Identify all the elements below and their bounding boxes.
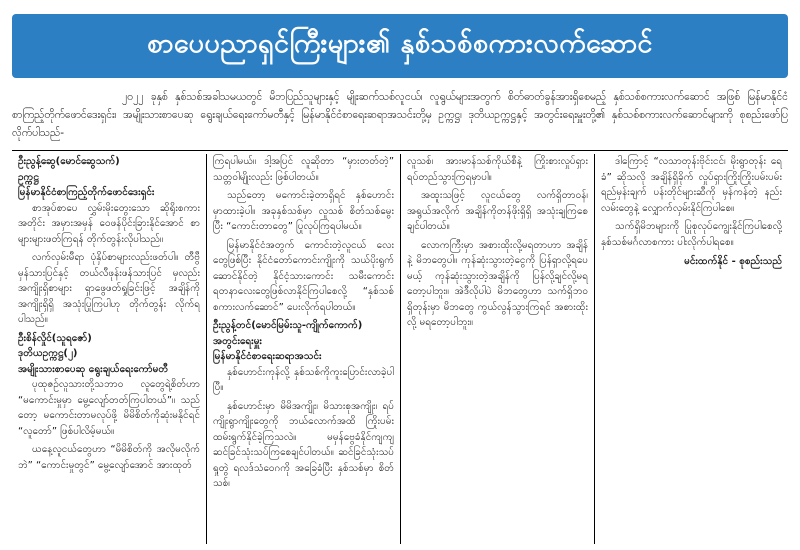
author-name: ဦးညွန့်ဆွေ(မောင်ဆွေသက်) xyxy=(18,156,120,167)
body-paragraph: ယနေ့လူငယ်တွေဟာ “မိမိစိတ်ကို အလိုမလိုက်ဘဲ” “ကောင်းမှုတွင်” မွေ့လျော်အောင် အားထုတ် xyxy=(18,444,200,471)
intro-paragraph: ၂၀၂၂ ခုနှစ် နှစ်သစ်အခါသမယတွင် မိဘပြည်သူများနှင့် မျိုးဆက်သစ်လူငယ်၊ လူရွယ်များအတွက် စိတ်ဓာတ်ခွန်အားရှိစေမည့် နှစ်သစ်စကားလက်ဆောင် အဖြစ် မြန်မာနိုင်ငံ စာကြည့်တိုက်ဖောင်ဒေးရှင်း၊ အမျိုးသားစာပေဆု ရွေးချယ်ရေးကော်မတီနှင့် မြန်မာနိုင်ငံစာရေးဆရာအသင်းတို့မှ ဥက္ကဋ္ဌ၊ ဒုတိယဥက္ကဋ္ဌနှင့် အတွင်းရေးမှူးတို့၏ နှစ်သစ်စကားလက်ဆောင်များကို စုစည်းဖော်ပြလိုက်ပါသည်- xyxy=(12,91,788,139)
body-paragraph: ဒါကြောင့် “လသာတုန်းဗိုင်းငင်၊ မိုးရွာတုန်း ရေခံ” ဆိုသလို အချိန်ရှိခိုက် လှုပ်ရှားကြိုးကြိုးပမ်းပမ်း ရည်မှန်းချက် ပန်းတိုင်များဆီကို မှန်ကန်တဲ့ နည်းလမ်းတွေနဲ့ လျှောက်လှမ်းနိုင်ကြပါစေ။ xyxy=(601,156,782,214)
author-organization: အမျိုးသားစာပေဆု ရွေးချယ်ရေးကော်မတီ xyxy=(18,363,169,375)
compiler-signature: မင်းထက်နိုင် - စုစည်းသည် xyxy=(684,256,782,267)
column-4 xyxy=(594,154,788,544)
headline-title: စာပေပညာရှင်ကြီးများ၏ နှစ်သစ်စကားလက်ဆောင် xyxy=(147,28,653,59)
author-organization: မြန်မာနိုင်ငံစာကြည့်တိုက်ဖောင်ဒေးရှင်း xyxy=(18,187,155,198)
author-organization: မြန်မာနိုင်ငံစာရေးဆရာအသင်း xyxy=(213,351,322,362)
author-role: ဒုတိယဥက္ကဋ္ဌ(၂) xyxy=(18,348,78,359)
author-role: အတွင်းရေးမှူး xyxy=(213,335,262,347)
author-name: ဦးစိန်လှိုင်(သူရဇော်) xyxy=(18,332,92,344)
body-paragraph: နှစ်ဟောင်းမှာ မိမိအကျိုး၊ မိသားစုအကျိုး၊ ရပ်ကျိုးရွာကျိုးတွေကို ဘယ်လောက်အထိ ကြိုးပမ်းထမ်းရွက်နိုင်ခဲ့ကြသလဲ။ မမှန်ဗွေခံနိုင်ကျကျ ဆင်ခြင်သုံးသပ်ကြစေချင်ပါတယ်။ ဆင်ခြင်သုံးသပ်ရှုတွဲ ရလဒ်သံဝေဂကို အခြေခံပြီး နှစ်သစ်မှာ စိတ်သစ်၊ xyxy=(213,400,394,489)
author-name: ဦးညွန့်တင်(မောင်မြမ်းသူ-ကျိုက်ကောက်) xyxy=(213,320,363,331)
body-paragraph: နှစ်ဟောင်းကုန်လို့ နှစ်သစ်ကိုကူးပြောင်းလာခဲ့ပါပြီ။ xyxy=(213,366,394,393)
body-paragraph: ပုထုဇဉ်လူသားတို့သဘာဝ လူတွေရဲ့စိတ်ဟာ “မကောင်းမှုမှာ မွေ့လျော်တတ်ကြပါတယ်”။ သည်တော့ မကောင်းတာမလုပ်ဖို့ မိမိစိတ်ကိုဆုံးမနိုင်ရင် “လူတော်” ဖြစ်ပါလိမ့်မယ်။ xyxy=(18,379,200,437)
body-paragraph: စာအုပ်စာပေ လွှမ်းမိုးတွေးသော ဆိုရိုးစကား အတိုင်း အမှားအမှန် ဝေဖန်ပိုင်းခြားနိုင်အောင် စာများများဖတ်ကြရန် တိုက်တွန်းလိုပါသည်။ xyxy=(18,202,200,245)
horizontal-divider xyxy=(12,150,788,151)
body-paragraph: မြန်မာနိုင်ငံအတွက် ကောင်းတဲ့လူငယ် လေးတွေဖြစ်ပြီး နိုင်ငံတော်ကောင်းကျိုးကို သယ်ပိုးရွက်ဆောင်နိုင်တဲ့ နိုင်ငံ့သားကောင်း သမီးကောင်းရတနာလေးတွေဖြစ်လာနိုင်ကြပါစေလို့ “နှစ်သစ်စကားလက်ဆောင်” ပေးလိုက်ရပါတယ်။ xyxy=(213,239,394,313)
body-paragraph: လူသစ်၊ အားမာန်သစ်ကိုယ်စီနဲ့ ကြိုးစားလှုပ်ရှား ရပ်တည်သွားကြရမှာပါ။ xyxy=(407,156,588,183)
column-1 xyxy=(12,154,206,544)
body-paragraph: ကြရပါမယ်။ ဒါ့အပြင် လူဆိုတာ “မှားတတ်တဲ့” သတ္တဝါမျိုးလည်း ဖြစ်ပါတယ်။ xyxy=(213,156,394,183)
author-role: ဥက္ကဋ္ဌ xyxy=(18,171,39,183)
column-2 xyxy=(206,154,400,544)
body-paragraph: သည်တော့ မကောင်းခဲ့တာရှိရင် နှစ်ဟောင်း မှာထားခဲ့ပါ။ အခုနှစ်သစ်မှာ လူသစ် စိတ်သစ်မွေးပြီး “ကောင်းတာတွေ” ပြုလုပ်ကြရပါမယ်။ xyxy=(213,190,394,232)
column-3 xyxy=(400,154,594,544)
body-paragraph: လက်လှမ်းမီရာ ပုံနှိပ်စာများလည်းဖတ်ပါ။ တီဗွီမှန်သားပြင်နှင့် တယ်လီဖုန်းဖန်သားပြင် မှလည်း အကျိုးရှိစာများ ရှာဖွေဖတ်ရှုခြင်းဖြင့် အချိန်ကို အကျိုးရှိရှိ အသုံးပြုကြပါဟု တိုက်တွန်း လိုက်ရပါသည်။ xyxy=(18,252,200,325)
article-columns xyxy=(12,154,788,544)
body-paragraph: အထူးသဖြင့် လူငယ်တွေ လက်ရှိတာဝန်၊ အရွယ်အလိုက် အချိန်ကိုတန်ဖိုးရှိရှိ အသုံးချကြစေချင်ပါတယ်။ xyxy=(407,190,588,232)
headline-banner xyxy=(12,14,788,78)
body-paragraph: သက်ရှိမိဘများကို ပြုစုလုပ်ကျွေးနိုင်ကြပါစေလို့ နှစ်သစ်မင်္ဂလာစကား ပါးလိုက်ပါရစေ။ xyxy=(601,221,782,248)
body-paragraph: လောကကြီးမှာ အစားထိုးလို့မရတာဟာ အချိန်နဲ့ မိဘတွေပါ။ ကုန်ဆုံးသွားတဲ့ငွေကို ပြန်ရှာလို့ရပေမယ့် ကုန်ဆုံးသွားတဲ့အချိန်ကို ပြန်လို့ချင်လို့မရတော့ပါဘူး။ အဲဒီလိုပါပဲ မိဘတွေဟာ သက်ရှိဘဝ ရှိတုန်းမှာ မိဘတွေ ကွယ်လွန်သွားကြရင် အစားထိုးလို့ မရတော့ပါဘူး။ xyxy=(407,239,588,328)
